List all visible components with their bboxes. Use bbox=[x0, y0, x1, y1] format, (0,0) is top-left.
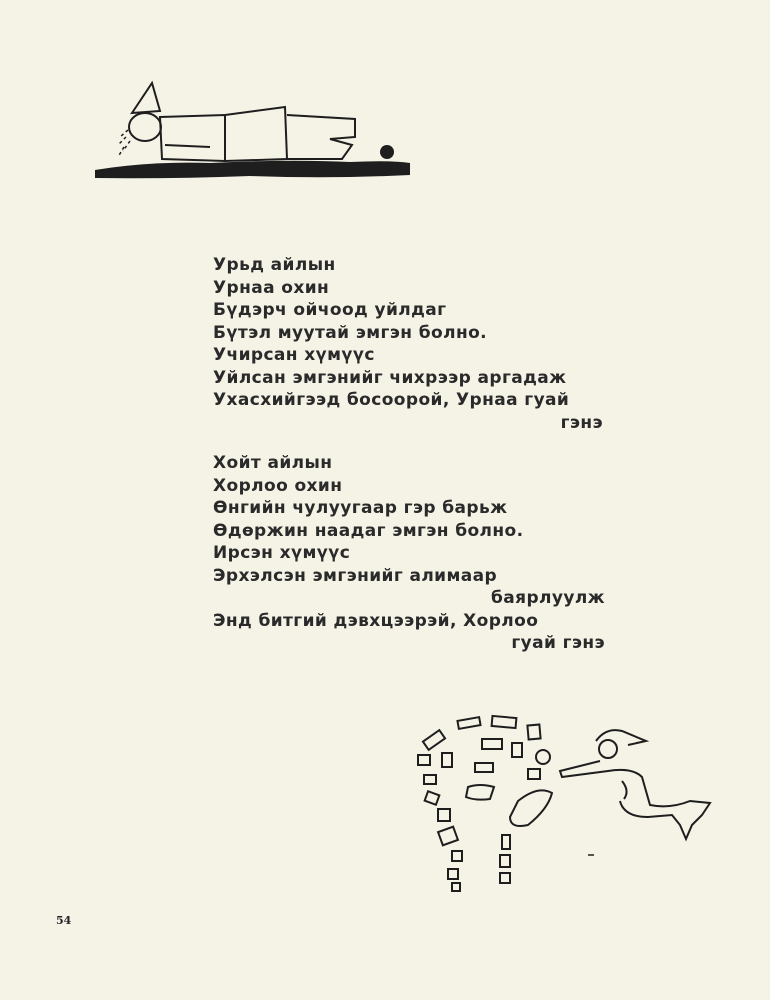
stanza-2-line-2: Хорлоо охин bbox=[213, 475, 343, 496]
stanza-2-line-5: Ирсэн хүмүүс bbox=[213, 543, 351, 563]
head bbox=[129, 113, 161, 141]
stanza-2-line-3: Өнгийн чулуугаар гэр барьж bbox=[213, 498, 508, 518]
poem-stanza-2 bbox=[213, 452, 605, 655]
stanza-2-line-9: гуай гэнэ bbox=[511, 633, 605, 653]
stanza-2-line-7: баярлуулж bbox=[490, 588, 605, 608]
body bbox=[160, 115, 225, 161]
stone-house-illustration bbox=[410, 705, 715, 895]
legs bbox=[287, 115, 355, 159]
stone bbox=[380, 145, 394, 159]
stanza-1-line-1: Урьд айлын bbox=[213, 255, 336, 275]
stanza-1-line-7: Ухасхийгээд босоорой, Урнаа гуай bbox=[213, 390, 570, 410]
stanza-2-line-4: Өдөржин наадаг эмгэн болно. bbox=[213, 520, 524, 541]
colored-stones bbox=[418, 716, 552, 891]
girl-figure bbox=[560, 730, 710, 839]
pointed-hat bbox=[132, 83, 160, 113]
skirt bbox=[225, 107, 287, 161]
stanza-1-line-5: Учирсан хүмүүс bbox=[213, 345, 375, 365]
stanza-2-line-6: Эрхэлсэн эмгэнийг алимаар bbox=[213, 565, 498, 586]
crying-girl-illustration bbox=[90, 75, 415, 185]
ground-strip bbox=[95, 161, 410, 179]
arm bbox=[165, 145, 210, 147]
page-number: 54 bbox=[56, 914, 72, 927]
stanza-1-line-2: Урнаа охин bbox=[213, 277, 330, 298]
stanza-1-line-8: гэнэ bbox=[560, 412, 603, 433]
stanza-1-line-3: Бүдэрч ойчоод уйлдаг bbox=[213, 300, 447, 320]
stanza-1-line-6: Уйлсан эмгэнийг чихрээр аргадаж bbox=[213, 367, 567, 388]
stanza-2-line-1: Хойт айлын bbox=[213, 453, 333, 473]
stanza-2-line-8: Энд битгий дэвхцээрэй, Хорлоо bbox=[213, 610, 539, 631]
poem-stanza-1 bbox=[213, 254, 603, 434]
stanza-1-line-4: Бүтэл муутай эмгэн болно. bbox=[213, 322, 488, 343]
tears bbox=[118, 130, 130, 157]
